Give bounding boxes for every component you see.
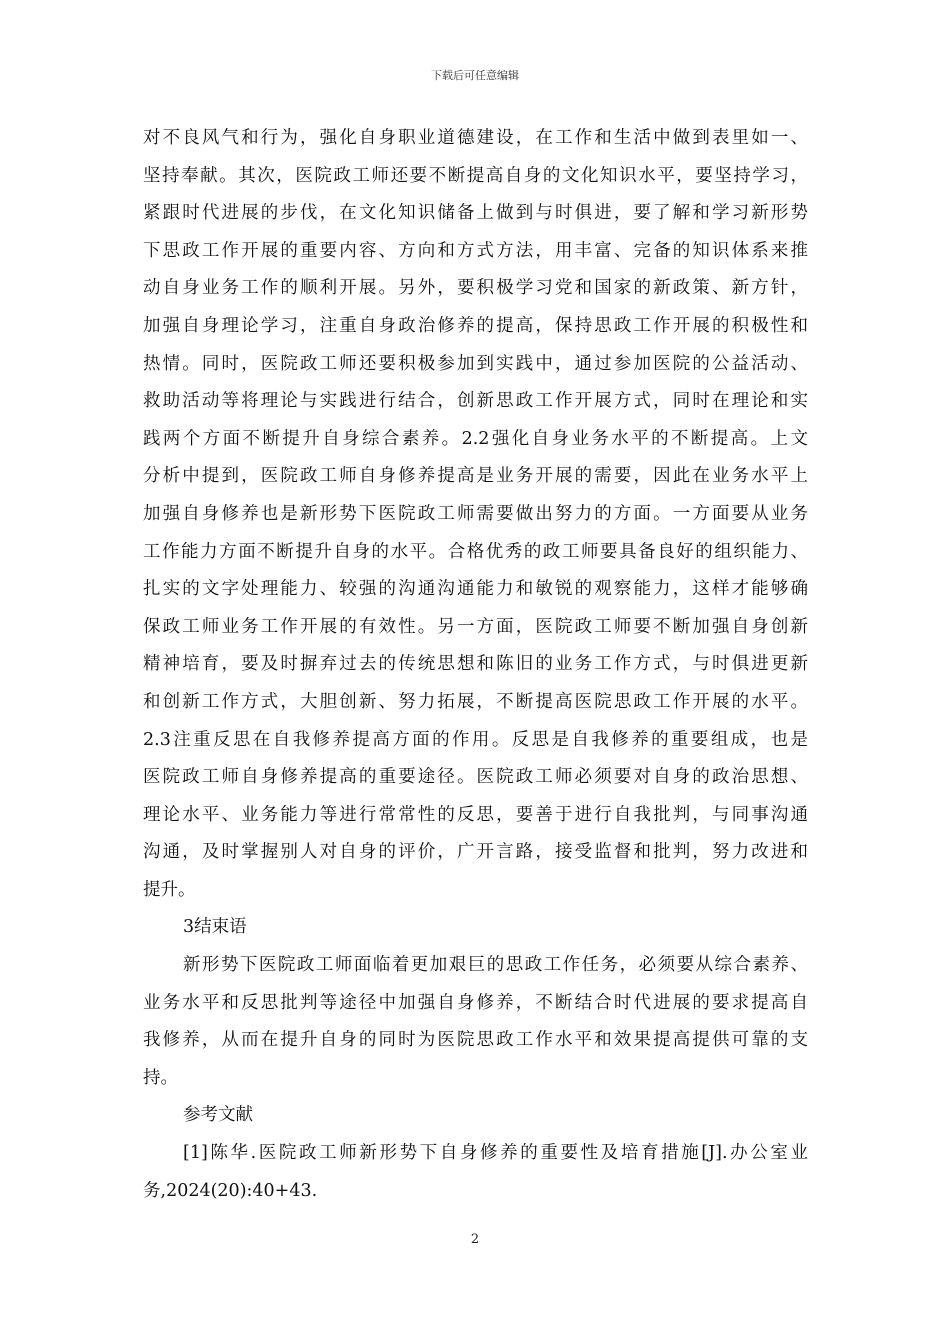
text-line: 理论水平、业务能力等进行常常性的反思，要善于进行自我批判，与同事沟通	[143, 804, 808, 825]
text-line: 持。	[143, 1067, 178, 1088]
text-line: 和创新工作方式，大胆创新、努力拓展，不断提高医院思政工作开展的水平。	[143, 691, 808, 712]
text-line: 下思政工作开展的重要内容、方向和方式方法，用丰富、完备的知识体系来推	[143, 240, 808, 261]
text-line: [1]陈华.医院政工师新形势下自身修养的重要性及培育措施[J].办公室业	[183, 1143, 808, 1164]
text-line: 2.3注重反思在自我修养提高方面的作用。反思是自我修养的重要组成，也是	[143, 729, 808, 750]
document-body	[143, 120, 808, 1210]
text-line: 动自身业务工作的顺利开展。另外，要积极学习党和国家的新政策、新方针，	[143, 278, 808, 299]
text-line: 务,2024(20):40+43.	[143, 1180, 318, 1201]
text-line: 我修养，从而在提升自身的同时为医院思政工作水平和效果提高提供可靠的支	[143, 1030, 808, 1051]
page-number: 2	[470, 1232, 480, 1247]
text-line: 沟通，及时掌握别人对自身的评价，广开言路，接受监督和批判，努力改进和	[143, 842, 808, 863]
text-line: 保政工师业务工作开展的有效性。另一方面，医院政工师要不断加强自身创新	[143, 616, 808, 637]
text-line: 对不良风气和行为，强化自身职业道德建设，在工作和生活中做到表里如一、	[143, 128, 808, 148]
text-line: 工作能力方面不断提升自身的水平。合格优秀的政工师要具备良好的组织能力、	[143, 541, 808, 562]
text-line: 加强自身理论学习，注重自身政治修养的提高，保持思政工作开展的积极性和	[143, 315, 808, 336]
text-line: 紧跟时代进展的步伐，在文化知识储备上做到与时俱进，要了解和学习新形势	[143, 203, 808, 224]
text-line: 加强自身修养也是新形势下医院政工师需要做出努力的方面。一方面要从业务	[143, 503, 808, 524]
text-line: 精神培育，要及时摒弃过去的传统思想和陈旧的业务工作方式，与时俱进更新	[143, 654, 808, 675]
text-line: 新形势下医院政工师面临着更加艰巨的思政工作任务，必须要从综合素养、	[183, 955, 808, 976]
text-line: 分析中提到，医院政工师自身修养提高是业务开展的需要，因此在业务水平上	[143, 466, 808, 487]
text-line: 践两个方面不断提升自身综合素养。2.2强化自身业务水平的不断提高。上文	[143, 428, 808, 449]
text-line: 热情。同时，医院政工师还要积极参加到实践中，通过参加医院的公益活动、	[143, 353, 808, 374]
text-line: 医院政工师自身修养提高的重要途径。医院政工师必须要对自身的政治思想、	[143, 767, 808, 788]
page-header: 下载后可任意编辑	[431, 69, 519, 82]
text-line: 参考文献	[183, 1105, 253, 1126]
text-line: 救助活动等将理论与实践进行结合，创新思政工作开展方式，同时在理论和实	[143, 391, 808, 412]
text-line: 提升。	[143, 879, 196, 900]
text-line: 扎实的文字处理能力、较强的沟通沟通能力和敏锐的观察能力，这样才能够确	[143, 579, 808, 600]
text-line: 坚持奉献。其次，医院政工师还要不断提高自身的文化知识水平，要坚持学习，	[143, 165, 808, 186]
text-line: 3结束语	[183, 917, 247, 938]
text-line: 业务水平和反思批判等途径中加强自身修养，不断结合时代进展的要求提高自	[143, 992, 808, 1013]
